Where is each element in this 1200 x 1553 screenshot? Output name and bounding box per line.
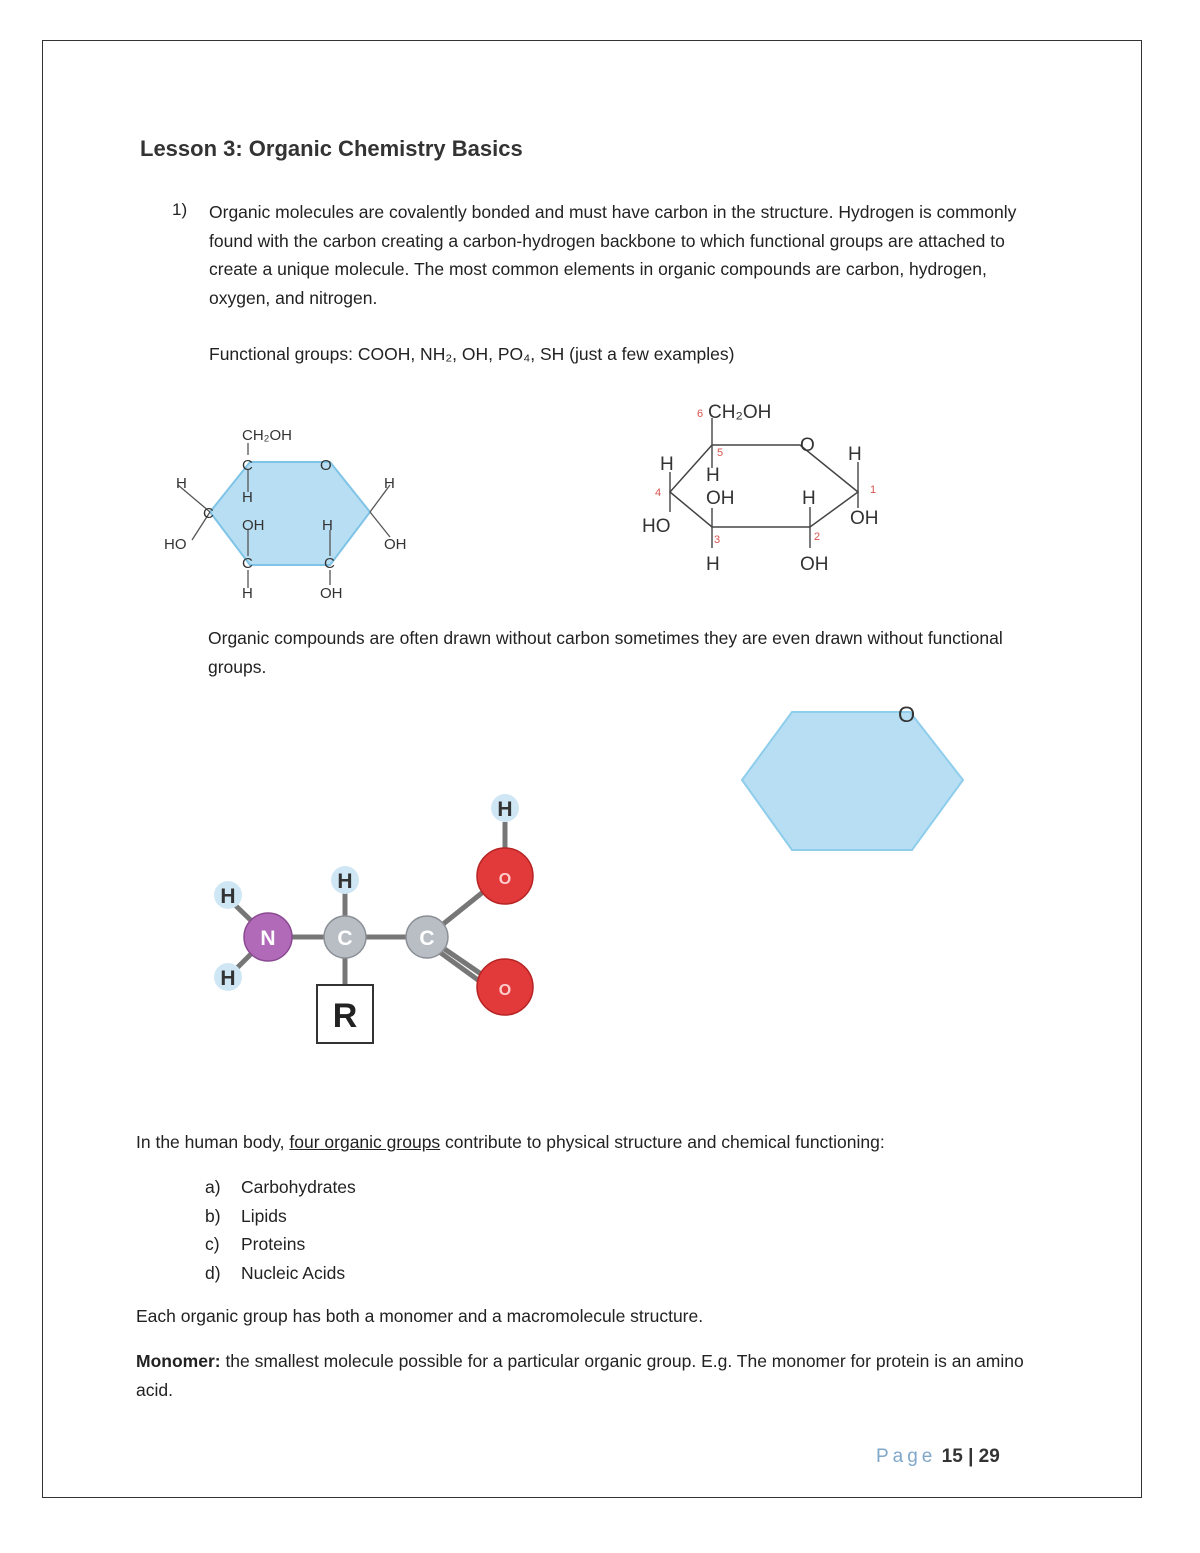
four-organic-groups-underlined: four organic groups [289, 1132, 441, 1152]
hydrogen-label: H [337, 870, 353, 893]
hydrogen-label: H [220, 885, 236, 908]
glucose-left-label: H [384, 475, 395, 492]
glucose-right-label: HO [642, 516, 671, 537]
page-footer [876, 1446, 1000, 1468]
glucose-left-label: C [203, 505, 214, 522]
glucose-right-label: 1 [870, 484, 877, 496]
glucose-left-label: OH [320, 585, 343, 602]
amino-acid-diagram [205, 790, 545, 1050]
glucose-left-label: OH [384, 536, 407, 553]
monomer-macromolecule-sentence: Each organic group has both a monomer and a macromolecule structure. [136, 1306, 704, 1326]
glucose-ring-shape [210, 462, 370, 565]
glucose-diagram-right [635, 395, 895, 580]
list-letter: c) [205, 1234, 220, 1254]
glucose-left-label: H [242, 489, 253, 506]
glucose-right-label: OH [800, 554, 829, 575]
list-item [205, 1173, 356, 1202]
human-body-prefix: In the human body, [136, 1132, 290, 1152]
human-body-sentence [136, 1128, 1036, 1157]
glucose-left-label: H [176, 475, 187, 492]
monomer-term: Monomer: [136, 1351, 221, 1371]
glucose-left-label: C [242, 555, 253, 572]
glucose-right-label: 5 [717, 447, 724, 459]
list-item [205, 1259, 356, 1288]
list-item [205, 1202, 356, 1231]
glucose-left-label: H [322, 517, 333, 534]
list-letter: d) [205, 1262, 221, 1283]
carbon-label: C [419, 927, 435, 950]
list-text: Nucleic Acids [241, 1262, 346, 1283]
list-text: Carbohydrates [241, 1177, 356, 1197]
ring-oxygen-label: O [898, 702, 916, 727]
list-letter: b) [205, 1205, 221, 1226]
hydrogen-label: H [220, 967, 236, 990]
glucose-right-label: H [706, 465, 720, 486]
glucose-right-label: OH [850, 508, 879, 529]
glucose-left-label: CH₂OH [242, 427, 292, 444]
list-letter: a) [205, 1177, 221, 1197]
glucose-left-label: OH [242, 517, 265, 534]
page-word: Page [876, 1446, 937, 1467]
glucose-right-label: H [802, 488, 816, 509]
glucose-left-label: H [242, 585, 253, 602]
lesson-title: Lesson 3: Organic Chemistry Basics [140, 136, 523, 161]
glucose-ring-outline [670, 445, 858, 527]
r-group-label: R [332, 997, 358, 1035]
glucose-right-label: OH [706, 488, 735, 509]
hydrogen-label: H [497, 798, 513, 821]
glucose-right-label: 6 [697, 408, 704, 420]
organic-groups-list [205, 1173, 356, 1287]
glucose-right-label: CH₂OH [708, 402, 772, 423]
simplified-ring-diagram [735, 695, 970, 855]
monomer-definition [136, 1347, 1046, 1404]
carbon-label: C [337, 927, 353, 950]
simplified-drawing-caption: Organic compounds are often drawn without carbon sometimes they are even drawn without functional groups. [208, 628, 1003, 677]
list-text: Proteins [241, 1234, 306, 1254]
glucose-right-label: H [706, 554, 720, 575]
glucose-right-label: 2 [814, 531, 821, 543]
monomer-definition-text: the smallest molecule possible for a particular organic group. E.g. The monomer for protein is an amino acid. [136, 1351, 1024, 1400]
glucose-right-label: H [848, 444, 862, 465]
functional-groups-line: Functional groups: COOH, NH₂, OH, PO₄, SH (just a few examples) [209, 344, 735, 364]
glucose-right-label: 3 [714, 534, 721, 546]
glucose-left-label: C [324, 555, 335, 572]
list-text: Lipids [241, 1205, 287, 1226]
glucose-left-label: O [320, 457, 332, 474]
item-number: 1) [172, 200, 188, 219]
nitrogen-label: N [260, 927, 276, 950]
list-item [205, 1230, 356, 1259]
glucose-left-label: C [242, 457, 253, 474]
oxygen-label: O [498, 982, 512, 999]
intro-paragraph: Organic molecules are covalently bonded and must have carbon in the structure. Hydrogen is commonly found with the carbon creating a carbon-hydrogen backbone to which functional groups are attached to create a unique molecule. The most common elements in organic compounds are carbon, hydrogen, oxygen, and nitrogen. [209, 202, 1017, 308]
simplified-ring-shape [742, 712, 963, 850]
glucose-diagram-left [150, 415, 450, 615]
page-number: 15 | 29 [941, 1446, 1000, 1467]
oxygen-label: O [498, 871, 512, 888]
glucose-right-label: 4 [655, 487, 662, 499]
human-body-suffix: contribute to physical structure and chemical functioning: [440, 1132, 885, 1152]
glucose-left-label: HO [164, 536, 187, 553]
glucose-right-label: H [660, 454, 674, 475]
glucose-right-label: O [800, 435, 815, 456]
